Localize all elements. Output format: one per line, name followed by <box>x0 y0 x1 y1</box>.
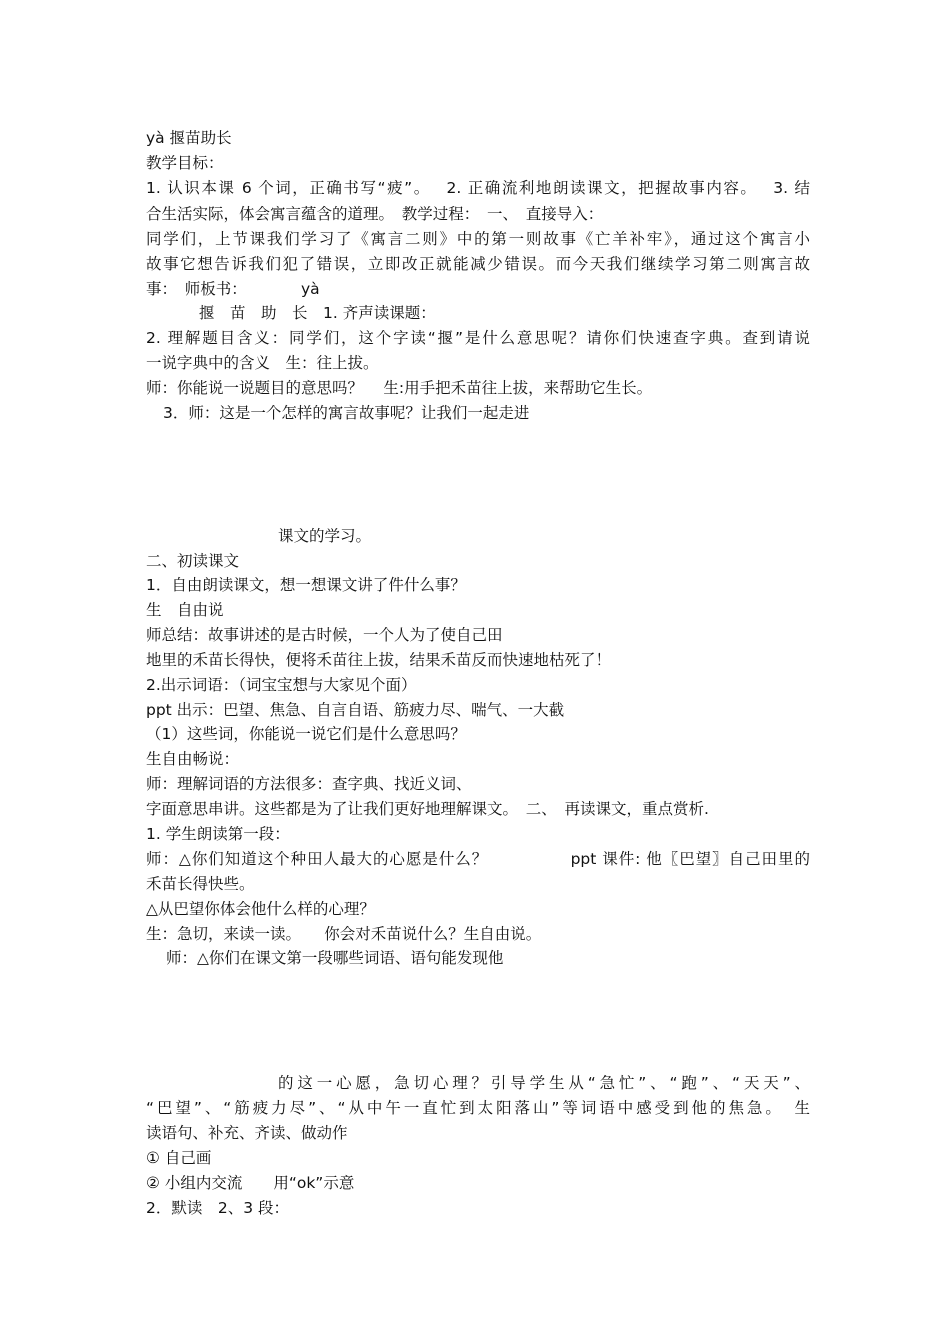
text-line: ② 小组内交流 用“ok”示意 <box>146 1174 355 1192</box>
text-line: 故事它想告诉我们犯了错误，立即改正就能减少错误。而今天我们继续学习第二则寓言故 <box>146 255 810 273</box>
text-line: 2.出示词语：（词宝宝想与大家见个面） <box>146 676 417 694</box>
text-line: 1. 认识本课 6 个词，正确书写“疲”。 2. 正确流利地朗读课文，把握故事内容。 3. 结 <box>146 179 810 197</box>
text-line: ppt 出示：巴望、焦急、自言自语、筋疲力尽、喘气、一大截 <box>146 701 565 719</box>
text-line: 1．自由朗读课文，想一想课文讲了件什么事？ <box>146 576 466 594</box>
text-line: 生 自由说 <box>146 601 224 619</box>
text-line: 课文的学习。 <box>278 527 372 545</box>
text-line: △从巴望你体会他什么样的心理？ <box>146 900 375 918</box>
text-line: 同学们，上节课我们学习了《寓言二则》中的第一则故事《亡羊补牢》，通过这个寓言小 <box>146 230 810 248</box>
text-line: 合生活实际，体会寓言蕴含的道理。 教学过程： 一、 直接导入： <box>146 205 604 223</box>
text-line: 3．师：这是一个怎样的寓言故事呢？让我们一起走进 <box>163 404 530 422</box>
text-line: 读语句、补充、齐读、做动作 <box>146 1124 348 1142</box>
text-line: 2. 理解题目含义：同学们，这个字读“揠”是什么意思呢？请你们快速查字典。查到请说 <box>146 329 810 347</box>
text-line: ① 自己画 <box>146 1149 212 1167</box>
text-line: 一说字典中的含义 生：往上拔。 <box>146 354 379 372</box>
text-line: （1）这些词，你能说一说它们是什么意思吗？ <box>146 725 466 743</box>
text-line: yà 揠苗助长 <box>146 129 232 147</box>
text-line: 2．默读 2、3 段： <box>146 1199 290 1217</box>
text-line: 二、初读课文 <box>146 552 240 570</box>
text-line: 教学目标： <box>146 154 224 172</box>
text-line: 1. 学生朗读第一段： <box>146 825 290 843</box>
text-line: 生：急切，来读一读。 你会对禾苗说什么？生自由说。 <box>146 925 542 943</box>
text-line: 禾苗长得快些。 <box>146 875 255 893</box>
text-line: 地里的禾苗长得快，便将禾苗往上拔，结果禾苗反而快速地枯死了！ <box>146 651 612 669</box>
text-line: 事： 师板书： yà <box>146 280 320 298</box>
text-line: 生自由畅说： <box>146 750 240 768</box>
text-line: 师：△你们知道这个种田人最大的心愿是什么？ ppt 课件: 他〖巴望〗自己田里的 <box>146 850 810 868</box>
text-line: 师：理解词语的方法很多：查字典、找近义词、 <box>146 775 472 793</box>
text-line: 揠 苗 助 长 1. 齐声读课题： <box>199 304 436 322</box>
text-line: 师：你能说一说题目的意思吗？ 生:用手把禾苗往上拔，来帮助它生长。 <box>146 379 653 397</box>
text-line: “巴望”、“筋疲力尽”、“从中午一直忙到太阳落山”等词语中感受到他的焦急。 生 <box>146 1099 810 1117</box>
text-line: 字面意思串讲。这些都是为了让我们更好地理解课文。 二、 再读课文，重点赏析. <box>146 800 709 818</box>
text-line: 师总结：故事讲述的是古时候，一个人为了使自己田 <box>146 626 503 644</box>
text-line: 的这一心愿，急切心理？引导学生从“急忙”、“跑”、“天天”、 <box>278 1074 810 1092</box>
text-line: 师：△你们在课文第一段哪些词语、语句能发现他 <box>166 949 504 967</box>
